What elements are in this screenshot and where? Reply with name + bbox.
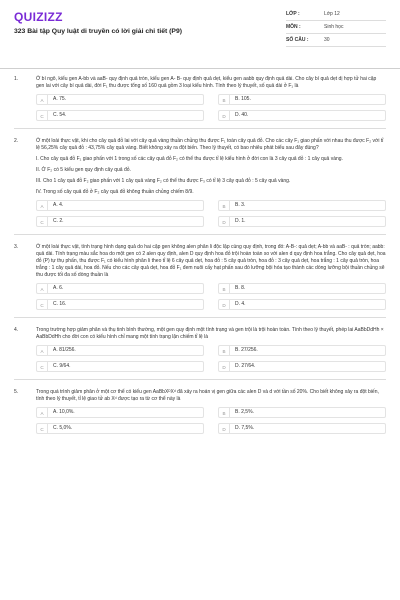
question-stem: Trong trường hợp giảm phân và thụ tinh bình thường, một gen quy định một tính trạng và gen trội là trội hoàn toàn. Tính theo lý thuyết, phép lai AaBbDdHh × AaBbDdHh cho đời con có kiểu hình chỉ mang một tính trạng lặn chiếm tỉ lệ là [36, 327, 384, 340]
option-letter: A [37, 201, 48, 210]
option-letter: A [37, 95, 48, 104]
question-4 [14, 327, 386, 380]
answer-option-a[interactable] [36, 94, 204, 105]
question-1 [14, 76, 386, 129]
option-letter: B [219, 95, 230, 104]
option-letter: D [219, 300, 230, 309]
meta-key: LỚP : [286, 11, 300, 17]
meta-key: MÔN : [286, 24, 301, 30]
option-text: D. 7,5%. [235, 425, 255, 431]
option-letter: B [219, 408, 230, 417]
meta-value: 30 [324, 37, 330, 43]
answer-option-d[interactable] [218, 423, 386, 434]
worksheet-header [0, 0, 400, 43]
meta-value: Sinh học [324, 24, 344, 30]
answer-options [36, 407, 386, 434]
question-stem: Ở một loài thực vật, tính trạng hình dạng quả do hai cặp gen không alen phân li độc lập cùng quy định, trong đó: A-B-: quả dẹt; A-bb và aaB- : quả tròn; aabb: quả dài. Tính trạng màu sắc hoa do một gen có 2 alen quy định, alen D quy định hoa đỏ trội hoàn toàn so với alen d quy định hoa trắng. Cho cây quả dẹt, hoa đỏ (P) tự thụ phấn, thu được F₁ có kiểu hình phân li theo tỉ lệ 6 cây quả dẹt, hoa đỏ : 5 cây quả tròn, hoa đỏ : 3 cây quả dẹt, hoa trắng : 1 cây quả tròn, hoa trắng : 1 cây quả dài, hoa đỏ. Nếu cho các cây quả dẹt, hoa đỏ F₁ đem nuôi cấy hạt phấn sau đó lưỡng bội hóa tạo thành các dòng lưỡng bội thuần chủng sẽ thu được tối đa số dòng thuần là [36, 244, 386, 278]
question-stem: Trong quá trình giảm phân ở một cơ thể có kiểu gen AaBbXᴰXᵈ đã xảy ra hoán vị gen giữa các alen D và d với tần số 20%. Cho biết không xảy ra đột biến, tính theo lý thuyết, tỉ lệ giao tử ab Xᵈ được tạo ra từ cơ thể này là [36, 389, 379, 402]
option-text: D. 1. [235, 218, 246, 224]
answer-option-b[interactable] [218, 200, 386, 211]
question-divider [14, 234, 386, 235]
option-letter: D [219, 362, 230, 371]
answer-options [36, 94, 386, 121]
option-letter: D [219, 424, 230, 433]
option-text: C. 2. [53, 218, 64, 224]
option-text: B. 27/256. [235, 347, 258, 353]
answer-option-b[interactable] [218, 94, 386, 105]
option-text: D. 40. [235, 112, 249, 118]
question-statement: IV. Trong số cây quả đỏ ở F₂ cây quả đỏ không thuần chủng chiếm 8/9. [36, 189, 194, 195]
question-statement: I. Cho cây quả đỏ F₁ giao phấn với 1 trong số các cây quả đỏ F₂ có thể thu được tỉ lệ kiểu hình ở đời con là 3 cây quả đỏ : 1 cây quả vàng. [36, 156, 343, 162]
answer-option-a[interactable] [36, 407, 204, 418]
option-letter: A [37, 284, 48, 293]
answer-option-a[interactable] [36, 345, 204, 356]
meta-row-grade [286, 8, 386, 21]
question-divider [14, 317, 386, 318]
option-letter: A [37, 408, 48, 417]
question-2 [14, 138, 386, 235]
question-number: 5. [14, 389, 19, 395]
answer-option-c[interactable] [36, 423, 204, 434]
worksheet-title: 323 Bài tập Quy luật di truyền có lời giải chi tiết (P9) [14, 28, 182, 35]
option-text: B. 8. [235, 285, 246, 291]
answer-option-c[interactable] [36, 110, 204, 121]
option-letter: B [219, 284, 230, 293]
question-stem: Ở bí ngô, kiểu gen A-bb và aaB- quy định quả tròn, kiểu gen A- B- quy định quả dẹt, kiểu gen aabb quy định quả dài. Cho cây bí quả dẹt dị hợp tử hai cặp gen lai với cây bí quả dài, đời F₁ thu được tổng số 160 quả gồm 3 loại kiểu hình. Tính theo lý thuyết, số quả dài ở F₁ là [36, 76, 377, 89]
option-letter: D [219, 111, 230, 120]
option-text: C. 9/64. [53, 363, 71, 369]
question-statement: II. Ở F₂ có 5 kiểu gen quy định cây quả đỏ. [36, 167, 131, 173]
option-text: A. 4. [53, 202, 64, 208]
answer-option-d[interactable] [218, 361, 386, 372]
answer-options [36, 283, 386, 310]
meta-row-subject [286, 21, 386, 34]
question-divider [14, 128, 386, 129]
option-text: C. 54. [53, 112, 67, 118]
option-letter: B [219, 346, 230, 355]
answer-option-c[interactable] [36, 216, 204, 227]
question-number: 4. [14, 327, 19, 333]
option-letter: C [37, 300, 48, 309]
option-letter: A [37, 346, 48, 355]
answer-option-d[interactable] [218, 216, 386, 227]
answer-option-b[interactable] [218, 345, 386, 356]
answer-option-c[interactable] [36, 361, 204, 372]
option-letter: C [37, 217, 48, 226]
option-text: D. 27/64. [235, 363, 256, 369]
answer-options [36, 200, 386, 227]
answer-option-b[interactable] [218, 407, 386, 418]
answer-option-a[interactable] [36, 200, 204, 211]
option-text: D. 4. [235, 301, 246, 307]
option-text: A. 75. [53, 96, 67, 102]
option-text: A. 6. [53, 285, 64, 291]
worksheet-meta [286, 8, 386, 47]
question-statement: III. Cho 1 cây quả đỏ F₂ giao phấn với 1 cây quả vàng F₂ có thể thu được F₃ có tỉ lệ 3 cây quả đỏ : 5 cây quả vàng. [36, 178, 291, 184]
answer-option-d[interactable] [218, 110, 386, 121]
option-text: B. 2,5%. [235, 409, 254, 415]
header-divider [0, 68, 400, 69]
option-text: B. 3. [235, 202, 246, 208]
answer-options [36, 345, 386, 372]
question-divider [14, 379, 386, 380]
meta-row-count [286, 34, 386, 47]
option-letter: C [37, 362, 48, 371]
option-letter: B [219, 201, 230, 210]
option-text: A. 10,0%. [53, 409, 75, 415]
question-5 [14, 389, 386, 434]
option-text: C. 16. [53, 301, 67, 307]
option-text: C. 5,0%. [53, 425, 73, 431]
question-list [14, 76, 386, 440]
answer-option-c[interactable] [36, 299, 204, 310]
meta-key: SỐ CÂU : [286, 37, 309, 43]
option-text: A. 81/256. [53, 347, 76, 353]
question-stem: Ở một loài thực vật, khi cho cây quả đỏ lai với cây quả vàng thuần chủng thu được F₁ toàn cây quả đỏ. Cho các cây F₁ giao phấn với nhau thu được F₂ với tỉ lệ 56,25% cây quả đỏ : 43,75% cây quả vàng. Biết không xảy ra đột biến. Theo lý thuyết, có bao nhiêu phát biểu sau đây đúng? [36, 138, 384, 151]
question-number: 1. [14, 76, 19, 82]
question-number: 2. [14, 138, 19, 144]
option-letter: C [37, 111, 48, 120]
answer-option-a[interactable] [36, 283, 204, 294]
option-letter: D [219, 217, 230, 226]
question-3 [14, 244, 386, 318]
quizizz-logo: QUIZIZZ [14, 10, 63, 24]
answer-option-b[interactable] [218, 283, 386, 294]
option-letter: C [37, 424, 48, 433]
answer-option-d[interactable] [218, 299, 386, 310]
question-number: 3. [14, 244, 19, 250]
meta-value: Lớp 12 [324, 11, 340, 17]
option-text: B. 105. [235, 96, 251, 102]
